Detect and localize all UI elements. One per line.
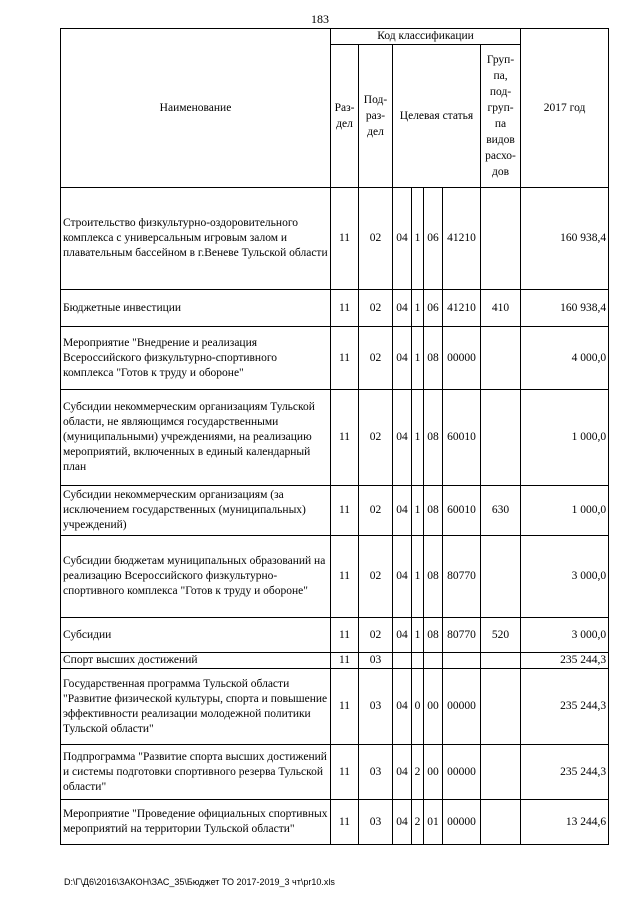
- row-name: Субсидии: [61, 618, 331, 653]
- row-expense-group: [481, 327, 521, 390]
- row-name: Субсидии бюджетам муниципальных образований на реализацию Всероссийского физкультурно-спортивного комплекса "Готов к труду и обороне": [61, 536, 331, 618]
- row-expense-group: [481, 800, 521, 845]
- row-target-event: 08: [424, 327, 443, 390]
- row-section: 11: [331, 800, 359, 845]
- row-target-event: [424, 653, 443, 669]
- row-section: 11: [331, 536, 359, 618]
- row-target-program: 04: [393, 669, 412, 745]
- row-target-subprogram: 2: [412, 745, 424, 800]
- table-row: [61, 486, 609, 536]
- row-subsection: 02: [359, 618, 393, 653]
- row-target-direction: 41210: [443, 188, 481, 290]
- budget-table: [60, 28, 609, 845]
- row-target-subprogram: 1: [412, 618, 424, 653]
- row-target-event: 08: [424, 390, 443, 486]
- row-target-program: 04: [393, 618, 412, 653]
- row-expense-group: [481, 536, 521, 618]
- row-target-direction: 80770: [443, 536, 481, 618]
- row-target-direction: [443, 653, 481, 669]
- row-expense-group: 630: [481, 486, 521, 536]
- row-target-program: 04: [393, 745, 412, 800]
- row-target-program: 04: [393, 486, 412, 536]
- row-target-program: [393, 653, 412, 669]
- row-target-event: 01: [424, 800, 443, 845]
- row-name: Спорт высших достижений: [61, 653, 331, 669]
- table-row: [61, 327, 609, 390]
- table-row: [61, 536, 609, 618]
- row-expense-group: [481, 745, 521, 800]
- row-section: 11: [331, 486, 359, 536]
- row-target-direction: 41210: [443, 290, 481, 327]
- row-target-event: 06: [424, 188, 443, 290]
- row-target-subprogram: 1: [412, 536, 424, 618]
- row-name: Государственная программа Тульской области "Развитие физической культуры, спорта и повышение эффективности реализации молодежной политики Тульской области": [61, 669, 331, 745]
- row-amount: 1 000,0: [521, 486, 609, 536]
- row-name: Подпрограмма "Развитие спорта высших достижений и системы подготовки спортивного резерва Тульской области": [61, 745, 331, 800]
- row-expense-group: [481, 653, 521, 669]
- row-target-direction: 00000: [443, 800, 481, 845]
- row-subsection: 03: [359, 653, 393, 669]
- header-row-top: [61, 29, 609, 45]
- row-target-program: 04: [393, 327, 412, 390]
- row-section: 11: [331, 669, 359, 745]
- row-amount: 13 244,6: [521, 800, 609, 845]
- row-amount: 235 244,3: [521, 653, 609, 669]
- row-subsection: 02: [359, 290, 393, 327]
- table-row: [61, 800, 609, 845]
- row-subsection: 02: [359, 327, 393, 390]
- row-target-subprogram: 2: [412, 800, 424, 845]
- row-target-program: 04: [393, 800, 412, 845]
- row-section: 11: [331, 653, 359, 669]
- row-expense-group: [481, 188, 521, 290]
- row-name: Субсидии некоммерческим организациям Тульской области, не являющимся государственными (муниципальными) учреждениями, на реализацию мероприятий, включенных в единый календарный план: [61, 390, 331, 486]
- row-name: Мероприятие "Проведение официальных спортивных мероприятий на территории Тульской области": [61, 800, 331, 845]
- table-row: [61, 653, 609, 669]
- file-path-footer: D:\Г\Д6\2016\ЗАКОН\ЗАС_35\Бюджет ТО 2017-2019_3 чт\pr10.xls: [64, 877, 335, 887]
- row-amount: 4 000,0: [521, 327, 609, 390]
- row-target-subprogram: 1: [412, 290, 424, 327]
- header-classification-code: Код классификации: [331, 29, 521, 45]
- row-amount: 1 000,0: [521, 390, 609, 486]
- row-target-event: 00: [424, 669, 443, 745]
- row-target-direction: 00000: [443, 669, 481, 745]
- row-amount: 3 000,0: [521, 536, 609, 618]
- header-name: Наименование: [61, 29, 331, 188]
- row-subsection: 02: [359, 188, 393, 290]
- table-row: [61, 290, 609, 327]
- row-amount: 160 938,4: [521, 290, 609, 327]
- row-target-subprogram: [412, 653, 424, 669]
- row-target-event: 08: [424, 486, 443, 536]
- row-target-subprogram: 1: [412, 327, 424, 390]
- row-subsection: 03: [359, 745, 393, 800]
- row-section: 11: [331, 745, 359, 800]
- row-target-event: 06: [424, 290, 443, 327]
- row-subsection: 02: [359, 486, 393, 536]
- table-row: [61, 618, 609, 653]
- row-target-subprogram: 1: [412, 390, 424, 486]
- row-target-program: 04: [393, 390, 412, 486]
- header-expense-group: Груп- па, под- груп- па видов расхо- дов: [481, 45, 521, 188]
- row-section: 11: [331, 390, 359, 486]
- row-target-subprogram: 1: [412, 486, 424, 536]
- row-target-program: 04: [393, 536, 412, 618]
- row-section: 11: [331, 327, 359, 390]
- table-row: [61, 745, 609, 800]
- row-target-event: 08: [424, 618, 443, 653]
- table-row: [61, 188, 609, 290]
- row-target-direction: 00000: [443, 745, 481, 800]
- row-expense-group: 410: [481, 290, 521, 327]
- page-number: 183: [311, 12, 329, 26]
- row-target-direction: 60010: [443, 390, 481, 486]
- row-section: 11: [331, 290, 359, 327]
- row-subsection: 03: [359, 669, 393, 745]
- table-row: [61, 390, 609, 486]
- row-section: 11: [331, 188, 359, 290]
- row-target-direction: 80770: [443, 618, 481, 653]
- row-subsection: 03: [359, 800, 393, 845]
- header-section: Раз- дел: [331, 45, 359, 188]
- row-target-direction: 60010: [443, 486, 481, 536]
- row-amount: 235 244,3: [521, 669, 609, 745]
- row-subsection: 02: [359, 390, 393, 486]
- row-target-program: 04: [393, 188, 412, 290]
- row-expense-group: [481, 669, 521, 745]
- row-target-direction: 00000: [443, 327, 481, 390]
- row-target-event: 08: [424, 536, 443, 618]
- row-target-program: 04: [393, 290, 412, 327]
- row-name: Бюджетные инвестиции: [61, 290, 331, 327]
- row-amount: 3 000,0: [521, 618, 609, 653]
- row-amount: 235 244,3: [521, 745, 609, 800]
- row-target-subprogram: 1: [412, 188, 424, 290]
- row-name: Строительство физкультурно-оздоровительного комплекса с универсальным игровым залом и плавательным бассейном в г.Веневе Тульской области: [61, 188, 331, 290]
- table-row: [61, 669, 609, 745]
- row-name: Мероприятие "Внедрение и реализация Всероссийского физкультурно-спортивного комплекса "Готов к труду и обороне": [61, 327, 331, 390]
- row-section: 11: [331, 618, 359, 653]
- row-name: Субсидии некоммерческим организациям (за исключением государственных (муниципальных) учреждений): [61, 486, 331, 536]
- row-amount: 160 938,4: [521, 188, 609, 290]
- row-expense-group: [481, 390, 521, 486]
- row-target-subprogram: 0: [412, 669, 424, 745]
- header-target-article: Целевая статья: [393, 45, 481, 188]
- row-target-event: 00: [424, 745, 443, 800]
- header-subsection: Под- раз- дел: [359, 45, 393, 188]
- header-year: 2017 год: [521, 29, 609, 188]
- row-expense-group: 520: [481, 618, 521, 653]
- row-subsection: 02: [359, 536, 393, 618]
